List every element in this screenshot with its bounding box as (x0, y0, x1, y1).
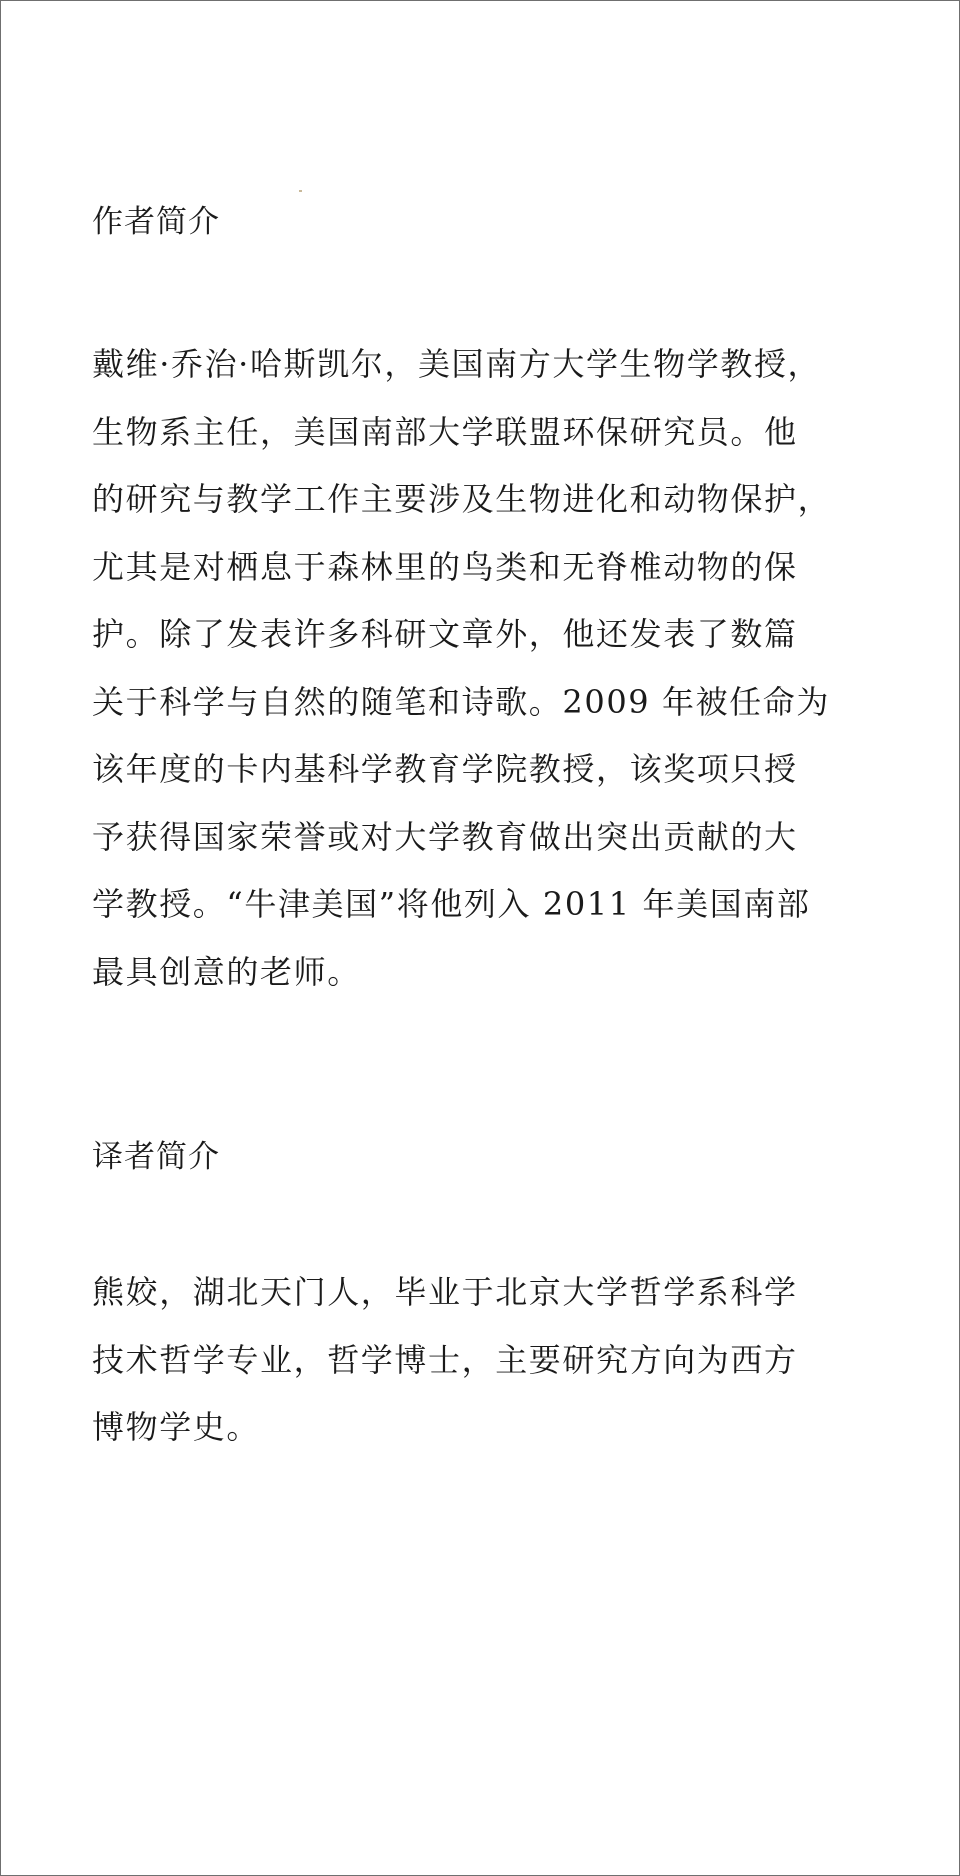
author-intro-line: 戴维·乔治·哈斯凯尔，美国南方大学生物学教授， (92, 345, 822, 383)
translator-intro-paragraph (92, 1259, 882, 1462)
author-intro-heading: 作者简介 (92, 204, 220, 240)
print-speck (299, 190, 302, 192)
author-intro-line: 学教授。“牛津美国”将他列入 2011 年美国南部 (92, 885, 811, 923)
author-intro-line: 生物系主任，美国南部大学联盟环保研究员。他 (92, 412, 798, 451)
page-content (92, 202, 882, 1462)
author-intro-line: 的研究与教学工作主要涉及生物进化和动物保护， (92, 480, 832, 518)
translator-intro-line: 技术哲学专业，哲学博士，主要研究方向为西方 (92, 1340, 798, 1379)
author-intro-line: 该年度的卡内基科学教育学院教授，该奖项只授 (92, 750, 798, 788)
author-intro-line: 予获得国家荣誉或对大学教育做出突出贡献的大 (92, 817, 798, 856)
translator-intro-heading: 译者简介 (92, 1139, 220, 1175)
translator-intro-line: 熊姣，湖北天门人，毕业于北京大学哲学系科学 (92, 1273, 798, 1311)
author-intro-line: 尤其是对栖息于森林里的鸟类和无脊椎动物的保 (92, 547, 798, 586)
author-intro-line: 关于科学与自然的随笔和诗歌。2009 年被任命为 (92, 682, 831, 721)
translator-intro-line: 博物学史。 (92, 1408, 261, 1446)
author-intro-line: 最具创意的老师。 (92, 952, 361, 991)
author-intro-paragraph (92, 331, 882, 1006)
author-intro-line: 护。除了发表许多科研文章外，他还发表了数篇 (92, 615, 798, 653)
